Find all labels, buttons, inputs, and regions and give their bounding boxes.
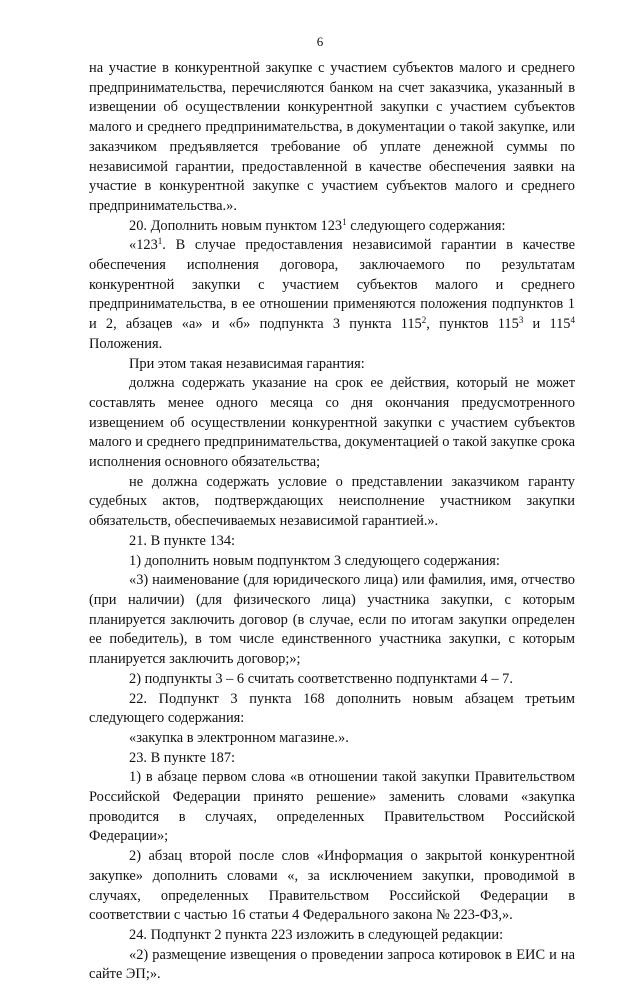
paragraph: не должна содержать условие о представлении заказчиком гаранту судебных актов, подтверждающих неисполнение участником закупки обязательств, обеспечиваемых независимой гарантией.». xyxy=(89,473,575,530)
paragraph-item-21: 21. В пункте 134: xyxy=(129,532,236,549)
superscript: 3 xyxy=(518,315,524,326)
superscript: 2 xyxy=(421,315,427,326)
text-run: 20. Дополнить новым пунктом 123 xyxy=(129,217,343,234)
paragraph: 2) абзац второй после слов «Информация о закрытой конкурентной закупке» дополнить словами «, за исключением закупки, проводимой в случаях, определенных Правительством Российской Федерации в соответствии с частью 16 статьи 4 Федерального закона № 223-ФЗ,». xyxy=(89,848,575,924)
superscript: 1 xyxy=(157,236,163,247)
text-run: , пунктов 115 xyxy=(426,316,519,333)
paragraph-item-22: 22. Подпункт 3 пункта 168 дополнить новым абзацем третьим следующего содержания: xyxy=(89,690,575,727)
paragraph-item-23: 23. В пункте 187: xyxy=(129,749,236,766)
superscript: 1 xyxy=(342,216,347,227)
paragraph-item-20 xyxy=(89,217,575,237)
text-run: и 115 xyxy=(523,316,571,333)
paragraph: должна содержать указание на срок ее действия, который не может составлять менее одного месяца со дня окончания предусмотренного извещением об осуществлении конкурентной закупки с участием субъектов малого и среднего предпринимательства, документацией о такой закупке срока исполнения основного обязательства; xyxy=(89,375,575,471)
paragraph: 1) дополнить новым подпунктом 3 следующего содержания: xyxy=(129,552,500,569)
paragraph: «2) размещение извещения о проведении запроса котировок в ЕИС и на сайте ЭП;». xyxy=(89,946,575,983)
paragraph-continuation: на участие в конкурентной закупке с участием субъектов малого и среднего предпринимательства, перечисляются банком на счет заказчика, указанный в извещении об осуществлении конкурентной закупки с участием субъектов малого и среднего предпринимательства, в документации о такой закупке, или заказчиком предъявляется требование об уплате денежной суммы по независимой гарантии, предоставленной в качестве обеспечения заявки на участие в конкурентной закупке с участием субъектов малого и среднего предпринимательства.». xyxy=(89,60,575,214)
paragraph: 2) подпункты 3 – 6 считать соответственно подпунктами 4 – 7. xyxy=(129,670,513,687)
text-run: Положения. xyxy=(89,335,163,352)
text-run: . В случае предоставления независимой гарантии в качестве обеспечения исполнения договора, заключаемого по результатам конкурентной закупки с участием субъектов малого и среднего предпринимательства, в ее отношении применяются положения подпунктов 1 и 2, абзацев «а» и «б» подпункта 3 пункта 115 xyxy=(89,237,575,333)
text-run: следующего содержания: xyxy=(346,217,506,234)
text-run: «123 xyxy=(129,237,158,254)
paragraph: 1) в абзаце первом слова «в отношении такой закупки Правительством Российской Федерации принято решение» заменить словами «закупка проводится в случаях, определенных Правительством Российской Федерации»; xyxy=(89,769,575,845)
paragraph-item-123-1 xyxy=(89,236,575,354)
superscript: 4 xyxy=(570,315,575,326)
paragraph: «3) наименование (для юридического лица) или фамилия, имя, отчество (при наличии) (для физического лица) участника закупки, с которым планируется заключить договор (в случае, если по итогам закупки определен ее победитель), в том числе единственного участника закупки, с которым планируется заключить договор;»; xyxy=(89,572,575,668)
paragraph-item-24: 24. Подпункт 2 пункта 223 изложить в следующей редакции: xyxy=(129,926,504,943)
document-body xyxy=(89,59,575,985)
paragraph: «закупка в электронном магазине.». xyxy=(129,729,349,746)
paragraph: При этом такая независимая гарантия: xyxy=(129,355,365,372)
page-number: 6 xyxy=(316,34,324,49)
